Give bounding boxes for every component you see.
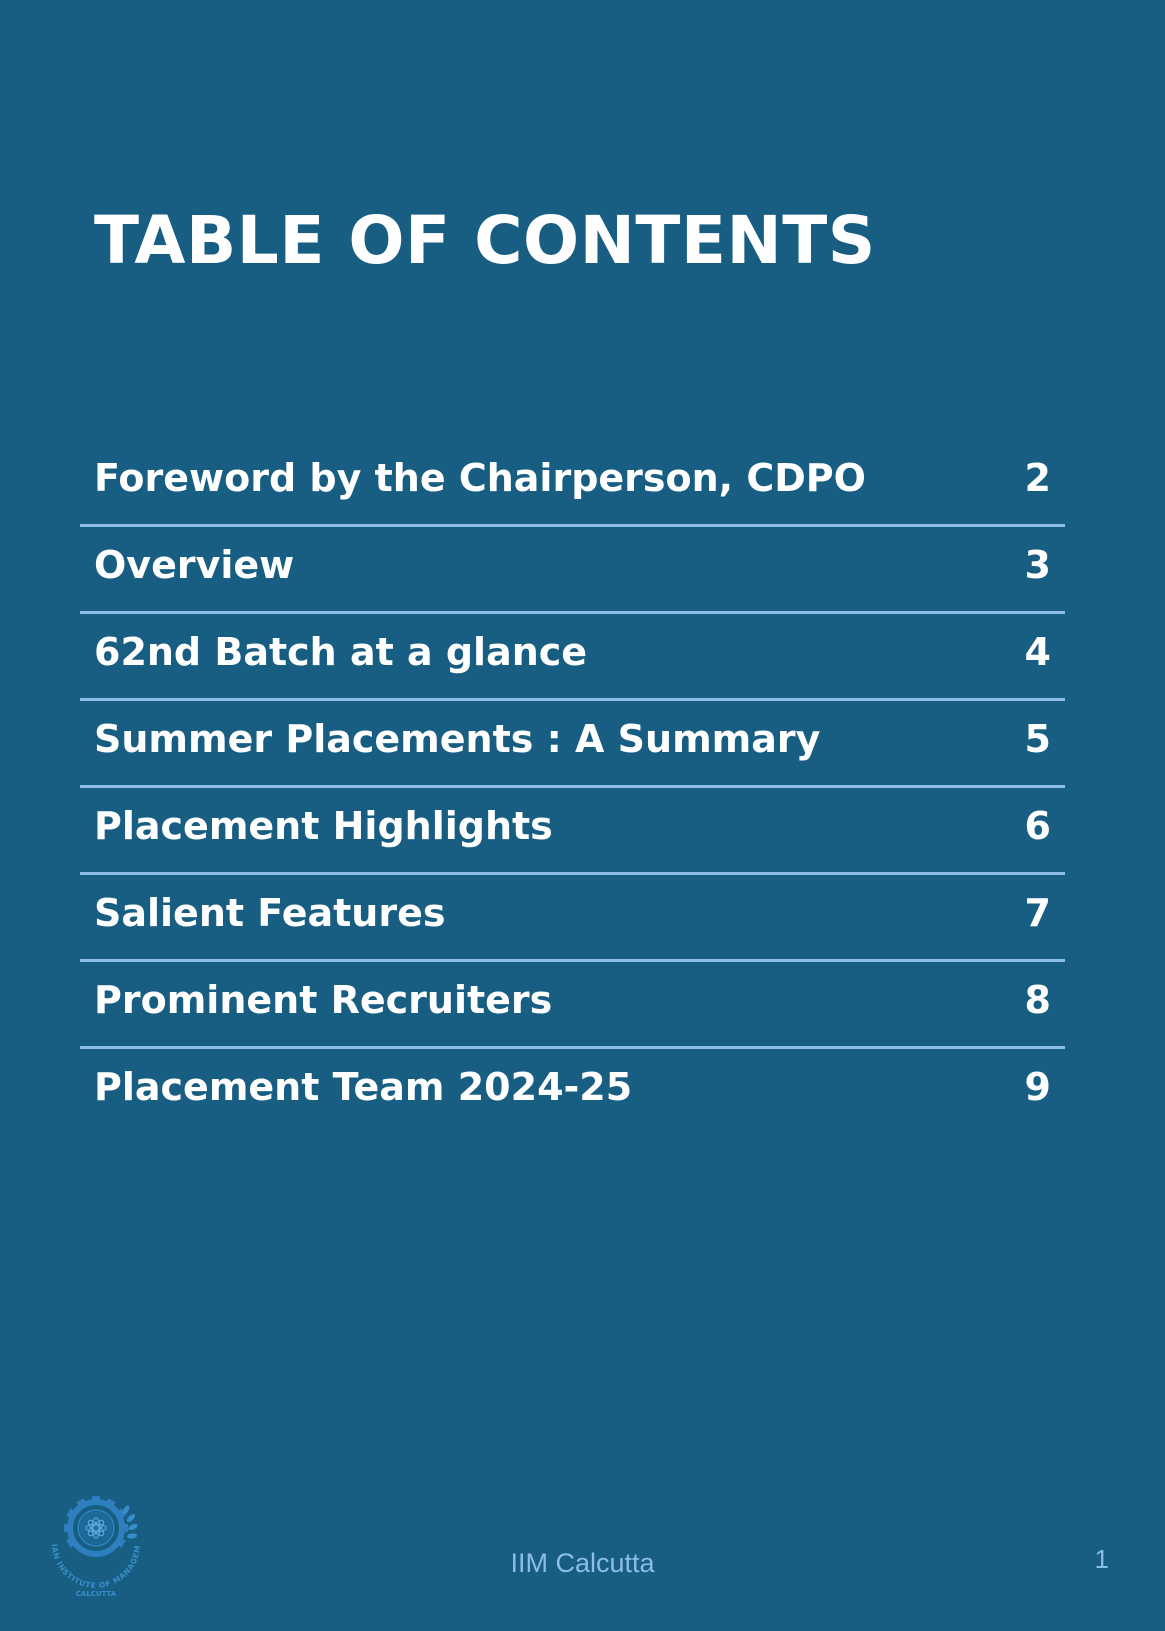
- page-number: 1: [1094, 1544, 1109, 1574]
- toc-entry-page: 3: [1024, 543, 1051, 587]
- toc-entry-page: 5: [1024, 717, 1051, 761]
- toc-entry-label: Salient Features: [94, 891, 446, 935]
- toc-entry-page: 2: [1024, 456, 1051, 500]
- toc-entry-label: 62nd Batch at a glance: [94, 630, 588, 674]
- svg-text:INDIAN INSTITUTE OF MANAGEMENT: IAN INSTITUTE OF MANAGEM: [49, 1543, 143, 1591]
- toc-row[interactable]: [80, 701, 1065, 788]
- toc-row[interactable]: [80, 962, 1065, 1049]
- page-title: TABLE OF CONTENTS: [94, 202, 876, 279]
- iim-calcutta-emblem-icon: [40, 1488, 152, 1600]
- toc-row[interactable]: [80, 875, 1065, 962]
- toc-row[interactable]: [80, 614, 1065, 701]
- toc-entry-page: 7: [1024, 891, 1051, 935]
- toc-entry-label: Overview: [94, 543, 295, 587]
- svg-text:CALCUTTA: CALCUTTA: [75, 1590, 117, 1598]
- toc-entry-page: 8: [1024, 978, 1051, 1022]
- toc-entry-label: Placement Team 2024-25: [94, 1065, 633, 1109]
- toc-entry-page: 4: [1024, 630, 1051, 674]
- toc-entry-page: 9: [1024, 1065, 1051, 1109]
- toc-entry-label: Foreword by the Chairperson, CDPO: [94, 456, 866, 500]
- toc-row[interactable]: [80, 527, 1065, 614]
- toc-entry-label: Prominent Recruiters: [94, 978, 553, 1022]
- footer-institute-name: IIM Calcutta: [510, 1548, 655, 1578]
- table-of-contents: [80, 440, 1065, 1136]
- toc-row[interactable]: [80, 1049, 1065, 1136]
- toc-entry-label: Summer Placements : A Summary: [94, 717, 821, 761]
- toc-entry-page: 6: [1024, 804, 1051, 848]
- toc-row[interactable]: [80, 788, 1065, 875]
- toc-row[interactable]: [80, 440, 1065, 527]
- toc-entry-label: Placement Highlights: [94, 804, 553, 848]
